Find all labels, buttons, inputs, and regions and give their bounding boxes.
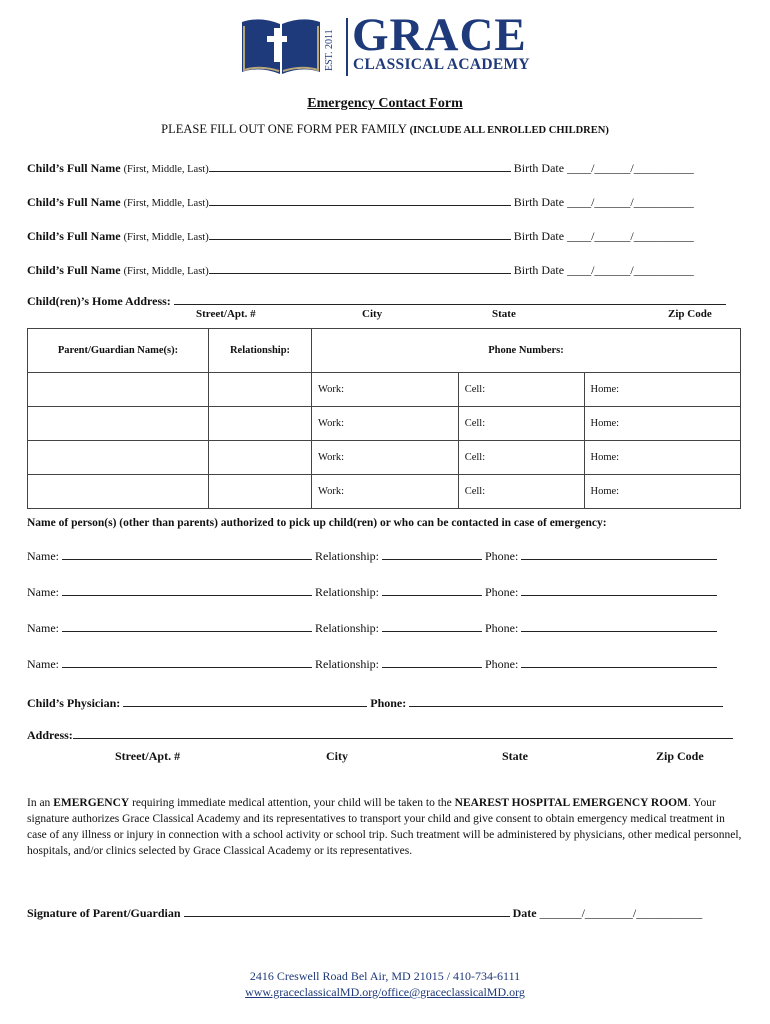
relationship-cell[interactable]: [209, 407, 312, 441]
physician-label: Child’s Physician:: [27, 696, 121, 710]
form-instruction: [0, 122, 770, 137]
authorized-heading-text: Name of person(s) (other than parents) authorized to pick up child(ren) or who can be contacted in case of emergency:: [27, 517, 607, 529]
authorized-row: [27, 656, 717, 672]
consent-emphasis-2: NEAREST HOSPITAL EMERGENCY ROOM: [454, 797, 688, 809]
work-phone-cell[interactable]: Work:: [312, 441, 459, 475]
home-city-caption: City: [362, 308, 383, 320]
birth-date-label: Birth Date: [513, 229, 565, 243]
birth-date-label: Birth Date: [513, 195, 565, 209]
signature-date-field[interactable]: _______/________/___________: [539, 906, 703, 920]
logo-subtitle: CLASSICAL ACADEMY: [353, 56, 530, 73]
physician-phone-label: Phone:: [370, 696, 407, 710]
home-phone-cell[interactable]: Home:: [584, 407, 741, 441]
authorized-name-field[interactable]: [62, 584, 312, 596]
authorized-phone-label: Phone:: [485, 585, 519, 599]
authorized-phone-field[interactable]: [521, 584, 717, 596]
child-name-label: Child’s Full Name: [27, 195, 121, 209]
birth-date-field[interactable]: ____/______/__________: [567, 229, 694, 243]
form-title: Emergency Contact Form: [307, 96, 463, 111]
consent-paragraph: [27, 795, 743, 859]
parent-name-cell[interactable]: [28, 407, 209, 441]
authorized-relationship-field[interactable]: [382, 620, 482, 632]
instruction-text: PLEASE FILL OUT ONE FORM PER FAMILY: [161, 122, 407, 136]
home-address-field[interactable]: [174, 293, 726, 305]
authorized-name-label: Name:: [27, 585, 59, 599]
authorized-relationship-field[interactable]: [382, 584, 482, 596]
home-zip-caption: Zip Code: [668, 308, 712, 320]
physician-city-caption: City: [326, 749, 348, 763]
relationship-cell[interactable]: [209, 475, 312, 509]
physician-street-caption: Street/Apt. #: [115, 749, 181, 763]
authorized-relationship-label: Relationship:: [315, 657, 379, 671]
book-cross-icon: [240, 14, 322, 76]
signature-date-label: Date: [512, 906, 537, 920]
birth-date-field[interactable]: ____/______/__________: [567, 161, 694, 175]
child-name-label: Child’s Full Name: [27, 263, 121, 277]
authorized-row: [27, 584, 717, 600]
home-street-caption: Street/Apt. #: [196, 308, 256, 320]
logo-divider: [346, 18, 348, 76]
authorized-name-label: Name:: [27, 621, 59, 635]
header-relationship: Relationship:: [209, 329, 312, 373]
cell-phone-cell[interactable]: Cell:: [458, 373, 584, 407]
authorized-row: [27, 548, 717, 564]
table-row: [28, 475, 741, 509]
home-address-label: Child(ren)’s Home Address:: [27, 294, 171, 308]
school-logo: [240, 9, 530, 76]
child-name-field[interactable]: [209, 194, 511, 206]
relationship-cell[interactable]: [209, 441, 312, 475]
birth-date-label: Birth Date: [513, 263, 565, 277]
table-row: [28, 407, 741, 441]
child-name-hint: (First, Middle, Last): [123, 198, 209, 209]
child-name-label: Child’s Full Name: [27, 161, 121, 175]
child-row: [27, 194, 694, 210]
authorized-relationship-field[interactable]: [382, 656, 482, 668]
authorized-relationship-label: Relationship:: [315, 549, 379, 563]
physician-phone-field[interactable]: [409, 695, 723, 707]
authorized-phone-label: Phone:: [485, 657, 519, 671]
authorized-phone-field[interactable]: [521, 620, 717, 632]
child-name-hint: (First, Middle, Last): [123, 266, 209, 277]
home-phone-cell[interactable]: Home:: [584, 441, 741, 475]
physician-row: [27, 695, 723, 711]
home-state-caption: State: [492, 308, 516, 320]
footer-links: [0, 985, 770, 1000]
child-row: [27, 262, 694, 278]
table-row: [28, 441, 741, 475]
physician-address-label: Address:: [27, 728, 73, 742]
instruction-note: (INCLUDE ALL ENROLLED CHILDREN): [409, 125, 609, 136]
signature-label: Signature of Parent/Guardian: [27, 906, 181, 920]
consent-emphasis-1: EMERGENCY: [53, 797, 130, 809]
physician-address-field[interactable]: [73, 727, 733, 739]
cell-phone-cell[interactable]: Cell:: [458, 407, 584, 441]
home-phone-cell[interactable]: Home:: [584, 373, 741, 407]
authorized-relationship-label: Relationship:: [315, 621, 379, 635]
parent-name-cell[interactable]: [28, 373, 209, 407]
cell-phone-cell[interactable]: Cell:: [458, 441, 584, 475]
authorized-name-label: Name:: [27, 657, 59, 671]
work-phone-cell[interactable]: Work:: [312, 475, 459, 509]
authorized-heading: [27, 517, 607, 529]
child-name-field[interactable]: [209, 228, 511, 240]
work-phone-cell[interactable]: Work:: [312, 407, 459, 441]
logo-wordmark: GRACE: [352, 9, 527, 61]
consent-text-1: In an: [27, 797, 54, 809]
birth-date-field[interactable]: ____/______/__________: [567, 263, 694, 277]
physician-name-field[interactable]: [123, 695, 367, 707]
authorized-relationship-label: Relationship:: [315, 585, 379, 599]
logo-established: EST. 2011: [324, 29, 335, 71]
child-name-field[interactable]: [209, 262, 511, 274]
birth-date-field[interactable]: ____/______/__________: [567, 195, 694, 209]
authorized-phone-label: Phone:: [485, 621, 519, 635]
signature-row: [27, 905, 702, 921]
authorized-row: [27, 620, 717, 636]
relationship-cell[interactable]: [209, 373, 312, 407]
parent-name-cell[interactable]: [28, 441, 209, 475]
child-name-field[interactable]: [209, 160, 511, 172]
header-parent-name: Parent/Guardian Name(s):: [28, 329, 209, 373]
authorized-relationship-field[interactable]: [382, 548, 482, 560]
table-row: [28, 373, 741, 407]
child-name-label: Child’s Full Name: [27, 229, 121, 243]
parent-name-cell[interactable]: [28, 475, 209, 509]
birth-date-label: Birth Date: [513, 161, 565, 175]
authorized-name-field[interactable]: [62, 656, 312, 668]
authorized-phone-label: Phone:: [485, 549, 519, 563]
footer-website-link[interactable]: www.graceclassicalMD.org/office@graceclassicalMD.org: [245, 985, 525, 999]
authorized-phone-field[interactable]: [521, 548, 717, 560]
work-phone-cell[interactable]: Work:: [312, 373, 459, 407]
authorized-phone-field[interactable]: [521, 656, 717, 668]
table-header-row: [28, 329, 741, 373]
child-row: [27, 160, 694, 176]
signature-field[interactable]: [184, 905, 510, 917]
physician-address-row: [27, 727, 733, 743]
physician-zip-caption: Zip Code: [656, 749, 704, 763]
authorized-name-field[interactable]: [62, 620, 312, 632]
child-name-hint: (First, Middle, Last): [123, 164, 209, 175]
home-phone-cell[interactable]: Home:: [584, 475, 741, 509]
child-name-hint: (First, Middle, Last): [123, 232, 209, 243]
footer-address: 2416 Creswell Road Bel Air, MD 21015 / 410-734-6111: [249, 969, 521, 983]
home-address-row: [27, 293, 726, 309]
authorized-name-label: Name:: [27, 549, 59, 563]
consent-text-2: requiring immediate medical attention, your child will be taken to the: [129, 797, 455, 809]
cell-phone-cell[interactable]: Cell:: [458, 475, 584, 509]
parent-guardian-table: [27, 328, 741, 509]
physician-state-caption: State: [502, 749, 528, 763]
header-phone-numbers: Phone Numbers:: [312, 329, 741, 373]
authorized-name-field[interactable]: [62, 548, 312, 560]
child-row: [27, 228, 694, 244]
consent-text-3: . Your signature authorizes Grace Classical Academy and its representatives to transport your child and give consent to obtain emergency medical treatment in case of any illness or injury in connection with a school activity or school trip. Such treatment will be administered by physicians, other medical personnel, hospitals, and/or clinics selected by Grace Classical Academy or its representatives.: [27, 797, 742, 857]
